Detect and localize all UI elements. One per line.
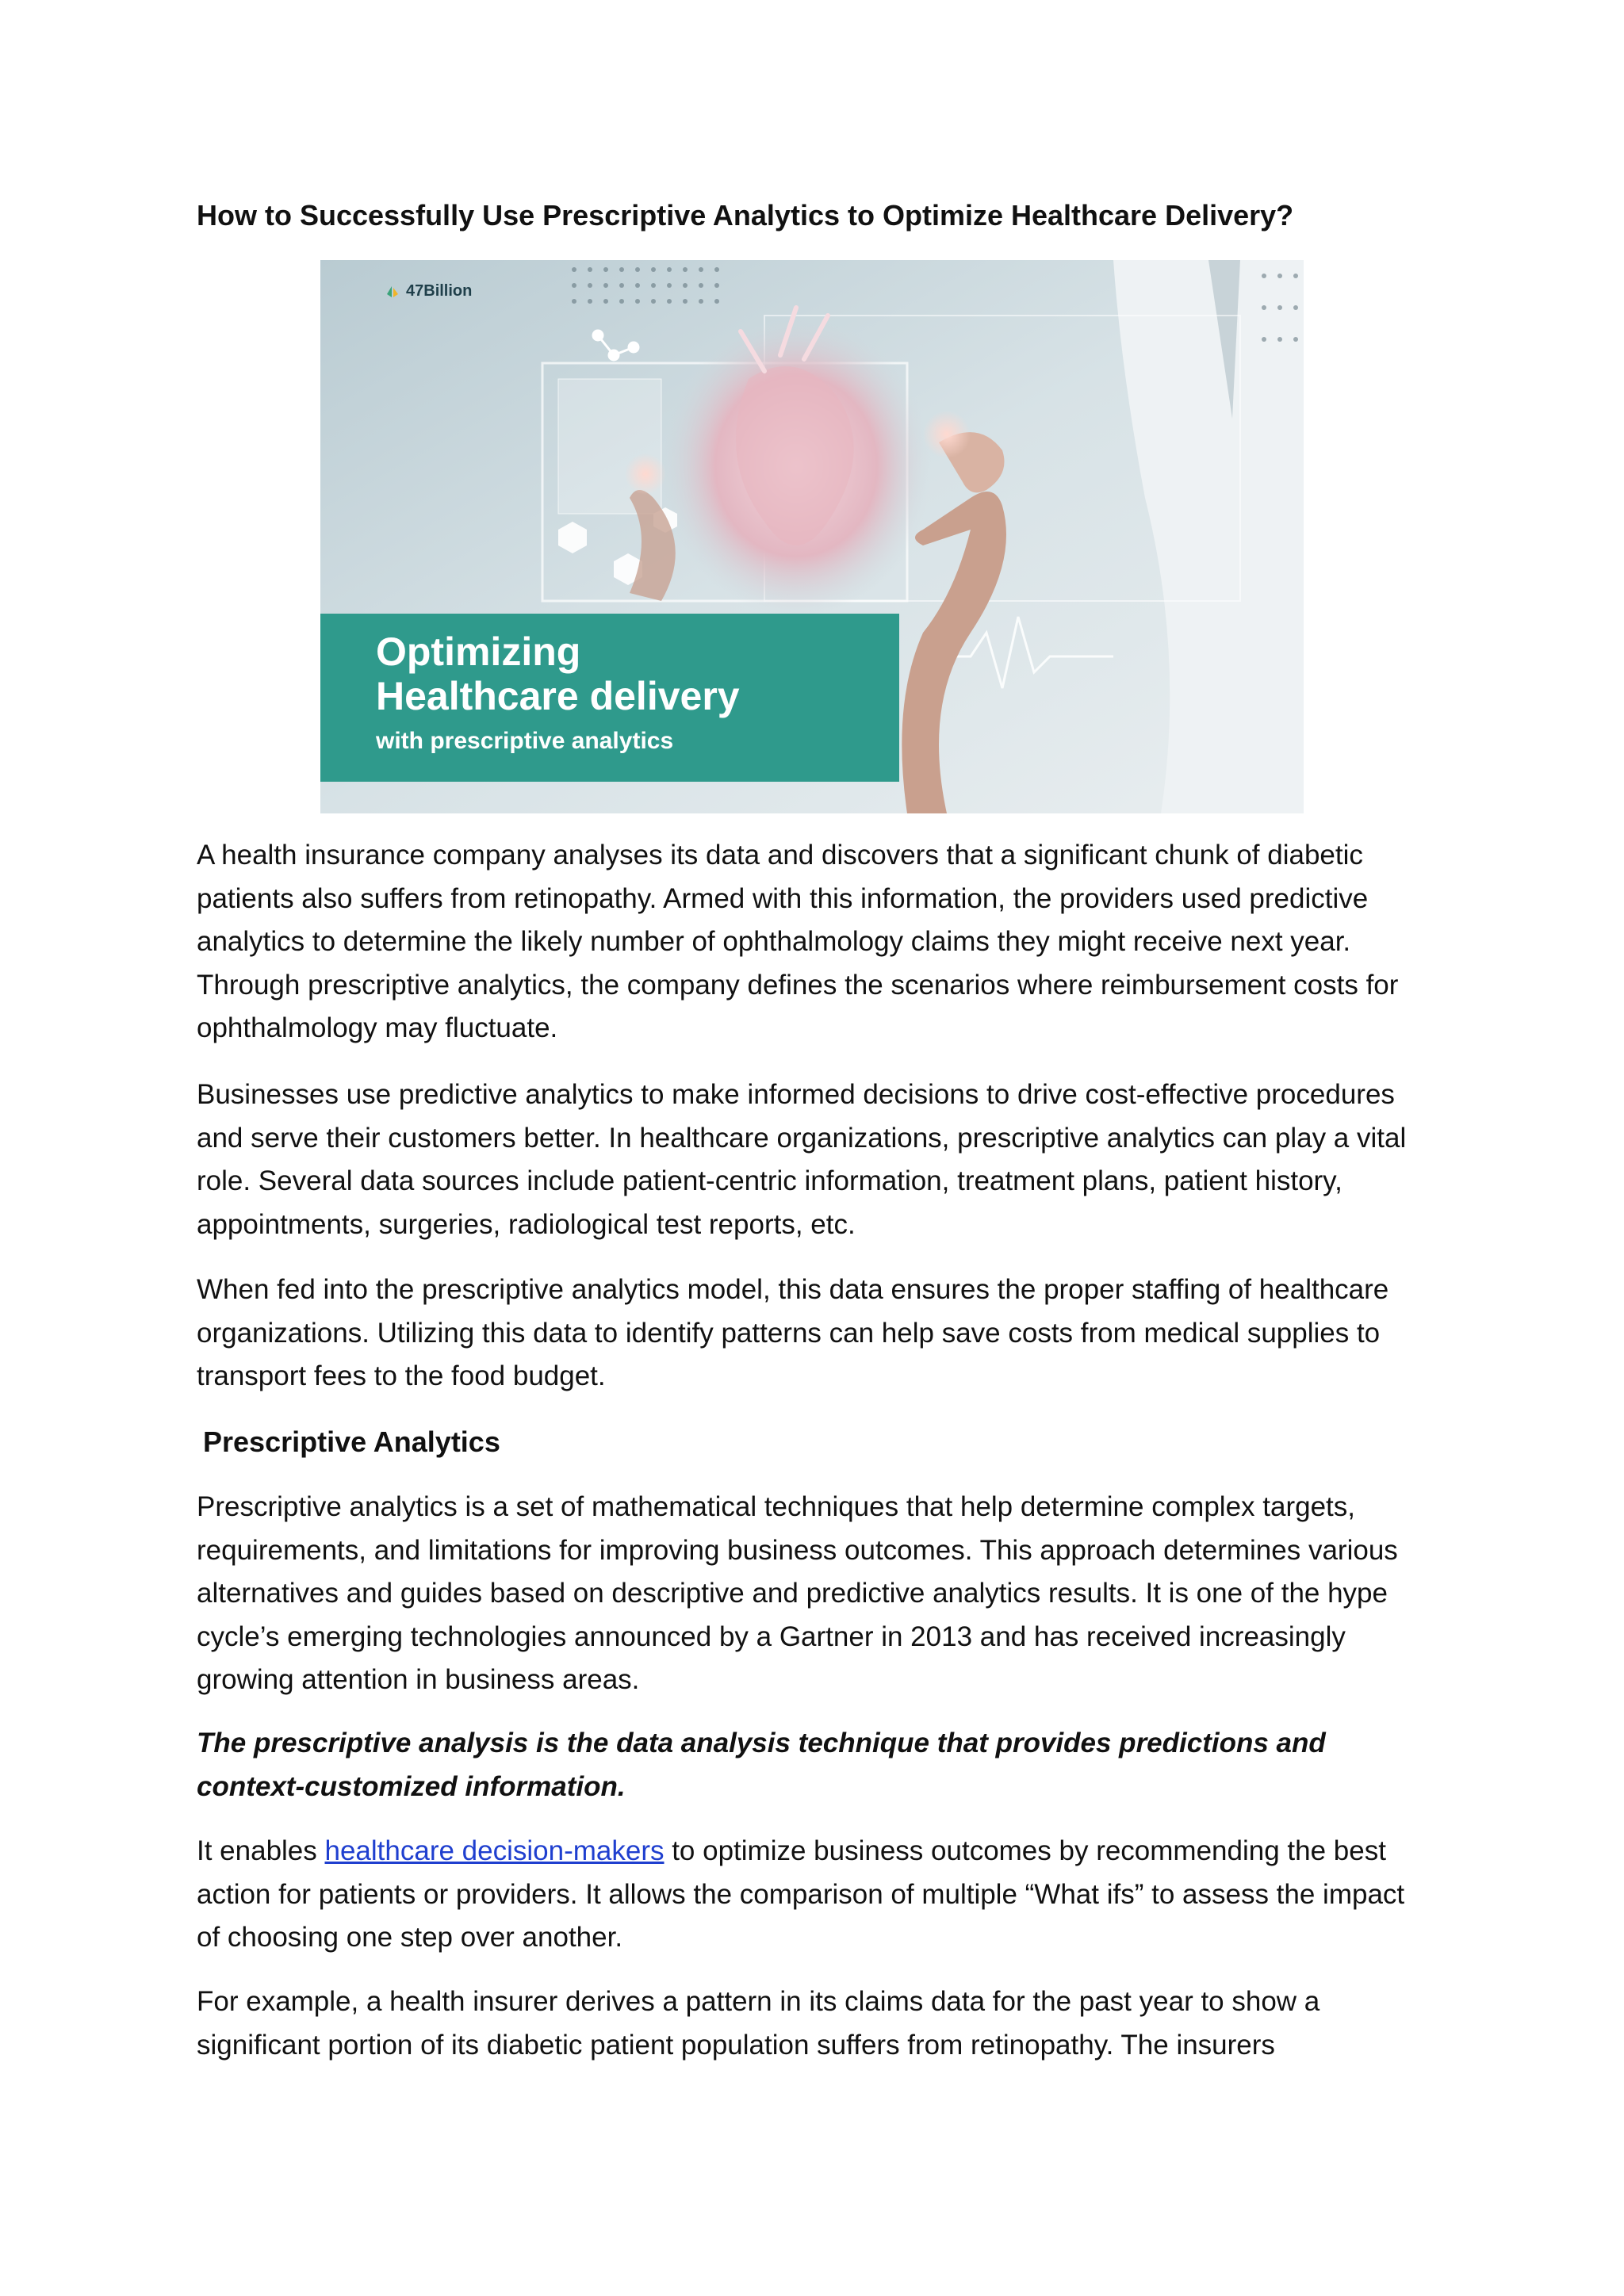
brand-logo [384,282,472,300]
section-heading: Prescriptive Analytics [203,1425,500,1458]
banner-caption [320,614,899,782]
paragraph-6-rest: to optimize business outcomes by recommending the best action for patients or providers. It allows the comparison of multiple “What ifs” to assess the impact of choosing one step over another. [197,1835,1405,1953]
healthcare-decision-makers-link[interactable]: healthcare decision-makers [324,1835,665,1866]
paragraph-3: When fed into the prescriptive analytics model, this data ensures the proper staffing of healthcare organizations. Utilizing this data to identify patterns can help save costs from medical supplies to transport fees to the food budget. [197,1274,1389,1391]
banner-line-3: with prescriptive analytics [376,728,674,754]
brand-logo-text: 47Billion [406,282,473,300]
paragraph-6 [197,1830,1434,1960]
brand-logo-icon [384,283,401,300]
paragraph-6-lead: It enables [197,1835,325,1866]
emphasized-statement: The prescriptive analysis is the data analysis technique that provides predictions and context-customized information. [197,1728,1326,1802]
banner-line-1: Optimizing [376,629,581,674]
paragraph-4: Prescriptive analytics is a set of mathematical techniques that help determine complex targets, requirements, and limitations for improving business outcomes. This approach determines various alternatives and guides based on descriptive and predictive analytics results. It is one of the hype cycle’s emerging technologies announced by a Gartner in 2013 and has received increasingly growing attention in business areas. [197,1491,1398,1695]
banner-image [320,260,1304,813]
document-title: How to Successfully Use Prescriptive Analytics to Optimize Healthcare Delivery? [197,199,1294,232]
banner-line-2: Healthcare delivery [376,674,740,718]
paragraph-7: For example, a health insurer derives a pattern in its claims data for the past year to show a significant portion of its diabetic patient population suffers from retinopathy. The insurers [197,1986,1320,2061]
paragraph-1: A health insurance company analyses its data and discovers that a significant chunk of diabetic patients also suffers from retinopathy. Armed with this information, the providers used predictive analytics to determine the likely number of ophthalmology claims they might receive next year. Through prescriptive analytics, the company defines the scenarios where reimbursement costs for ophthalmology may fluctuate. [197,840,1399,1043]
paragraph-2: Businesses use predictive analytics to make informed decisions to drive cost-effective procedures and serve their customers better. In healthcare organizations, prescriptive analytics can play a vital role. Several data sources include patient-centric information, treatment plans, patient history, appointments, surgeries, radiological test reports, etc. [197,1079,1407,1240]
